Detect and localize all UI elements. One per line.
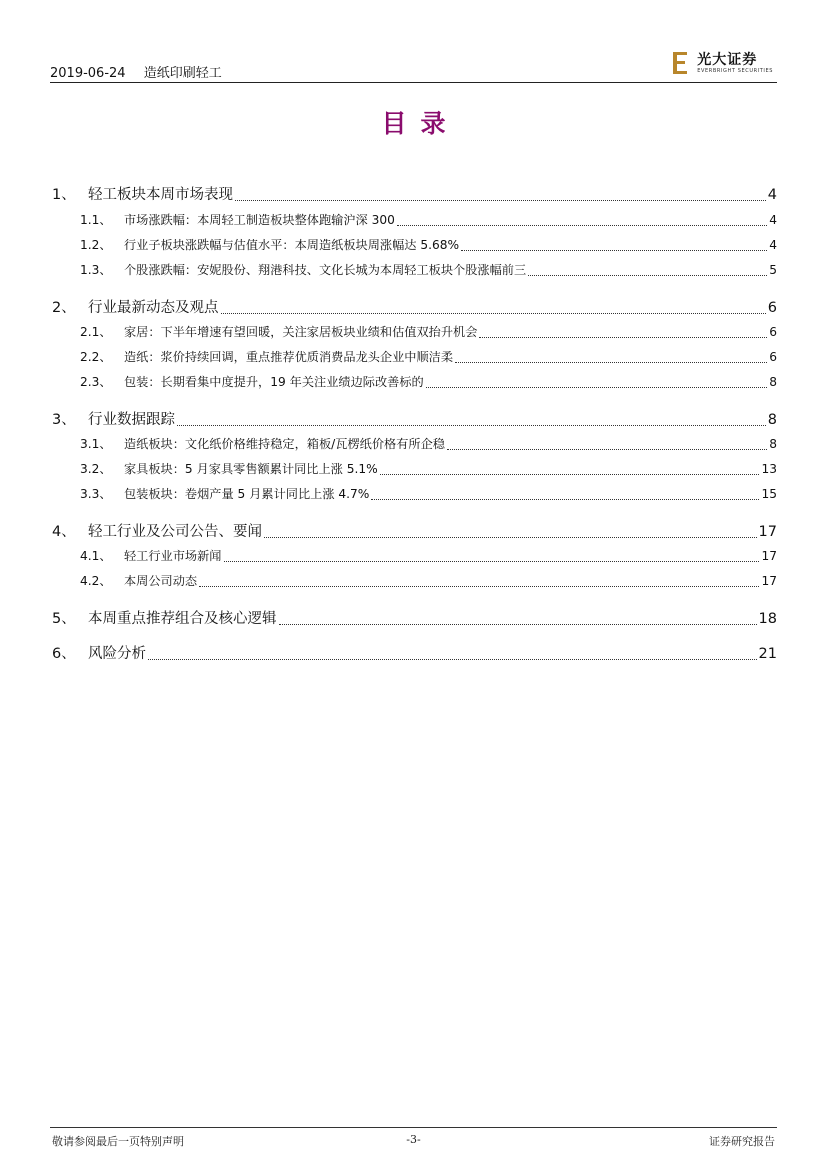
toc-title: 目录: [381, 109, 460, 138]
footer-disclaimer: 敬请参阅最后一页特别声明: [52, 1135, 184, 1148]
toc-entry-title[interactable]: 造纸板块：文化纸价格维持稳定，箱板/瓦楞纸价格有所企稳: [124, 437, 445, 452]
toc-entry-number: 3、: [52, 412, 76, 428]
toc-entry-title[interactable]: 风险分析: [88, 646, 146, 662]
toc-entry-number: 1、: [52, 187, 76, 203]
toc-dot-leader: [479, 325, 767, 338]
toc-dot-leader: [461, 238, 767, 251]
report-date: 2019-06-24: [50, 66, 126, 81]
toc-entry-title[interactable]: 家居：下半年增速有望回暖，关注家居板块业绩和估值双抬升机会: [124, 325, 478, 340]
toc-dot-leader: [528, 263, 767, 276]
toc-section-entry[interactable]: [50, 642, 777, 663]
toc-entry-number: 1.3、: [80, 263, 112, 278]
toc-entry-title[interactable]: 本周公司动态: [124, 574, 198, 589]
header-info: [50, 62, 222, 81]
toc-entry-page[interactable]: 6: [767, 300, 777, 316]
toc-entry-page[interactable]: 13: [761, 462, 777, 477]
toc-entry-title[interactable]: 个股涨跌幅：安妮股份、翔港科技、文化长城为本周轻工板块个股涨幅前三: [124, 263, 527, 278]
toc-section-entry[interactable]: [50, 183, 777, 204]
toc-entry-title[interactable]: 行业子板块涨跌幅与估值水平：本周造纸板块周涨幅达 5.68%: [124, 238, 460, 253]
toc-entry-page[interactable]: 21: [758, 646, 777, 662]
toc-section-entry[interactable]: [50, 296, 777, 317]
toc-entry-page[interactable]: 6: [769, 325, 777, 340]
toc-dot-leader: [199, 574, 759, 587]
toc-entry-number: 2.3、: [80, 375, 112, 390]
toc-entry-page[interactable]: 17: [761, 549, 777, 564]
toc-dot-leader: [371, 487, 759, 500]
toc-section-entry[interactable]: [50, 408, 777, 429]
report-category: 造纸印刷轻工: [143, 66, 222, 81]
toc-dot-leader: [426, 375, 768, 388]
toc-entry-title[interactable]: 行业数据跟踪: [88, 412, 175, 428]
toc-entry-number: 3.1、: [80, 437, 112, 452]
toc-entry-page[interactable]: 4: [767, 187, 777, 203]
toc-entry-page[interactable]: 18: [758, 611, 777, 627]
header-divider: [50, 82, 777, 83]
toc-dot-leader: [235, 186, 766, 202]
footer-page-number: -3-: [406, 1133, 421, 1146]
logo-mark-icon: [673, 52, 691, 74]
logo-cn-text: 光大证券: [697, 51, 758, 68]
toc-subsection-entry[interactable]: [50, 211, 777, 228]
toc-dot-leader: [455, 350, 767, 363]
toc-subsection-entry[interactable]: [50, 547, 777, 564]
toc-entry-number: 4、: [52, 524, 76, 540]
toc-dot-leader: [264, 523, 757, 539]
toc-entry-number: 3.2、: [80, 462, 112, 477]
toc-entry-page[interactable]: 4: [769, 238, 777, 253]
toc-entry-number: 4.2、: [80, 574, 112, 589]
toc-subsection-entry[interactable]: [50, 348, 777, 365]
toc-entry-page[interactable]: 6: [769, 350, 777, 365]
toc-section-entry[interactable]: [50, 520, 777, 541]
toc-subsection-entry[interactable]: [50, 435, 777, 452]
toc-entry-page[interactable]: 17: [761, 574, 777, 589]
toc-entry-number: 2.2、: [80, 350, 112, 365]
page-header: [50, 52, 777, 82]
toc-dot-leader: [380, 462, 760, 475]
toc-entry-page[interactable]: 4: [769, 213, 777, 228]
toc-entry-number: 5、: [52, 611, 76, 627]
toc-entry-title[interactable]: 轻工行业及公司公告、要闻: [88, 524, 262, 540]
toc-subsection-entry[interactable]: [50, 485, 777, 502]
toc-subsection-entry[interactable]: [50, 572, 777, 589]
toc-dot-leader: [177, 411, 766, 427]
toc-dot-leader: [397, 213, 767, 226]
toc-entry-page[interactable]: 5: [769, 263, 777, 278]
toc-entry-title[interactable]: 轻工板块本周市场表现: [88, 187, 233, 203]
toc-dot-leader: [221, 299, 766, 315]
toc-dot-leader: [279, 610, 757, 626]
toc-entry-page[interactable]: 17: [758, 524, 777, 540]
toc-subsection-entry[interactable]: [50, 323, 777, 340]
toc-entry-number: 6、: [52, 646, 76, 662]
toc-entry-title[interactable]: 轻工行业市场新闻: [124, 549, 222, 564]
toc-entry-title[interactable]: 家具板块：5 月家具零售额累计同比上涨 5.1%: [124, 462, 378, 477]
toc-section-entry[interactable]: [50, 607, 777, 628]
footer-divider: [50, 1127, 777, 1128]
toc-dot-leader: [224, 549, 760, 562]
footer-report-type: 证券研究报告: [709, 1135, 775, 1148]
toc-dot-leader: [447, 437, 767, 450]
toc-entry-title[interactable]: 行业最新动态及观点: [88, 300, 219, 316]
toc-entry-page[interactable]: 8: [769, 375, 777, 390]
toc-entry-title[interactable]: 包装：长期看集中度提升，19 年关注业绩边际改善标的: [124, 375, 424, 390]
toc-entry-title[interactable]: 包装板块：卷烟产量 5 月累计同比上涨 4.7%: [124, 487, 370, 502]
toc-entry-number: 1.2、: [80, 238, 112, 253]
toc-entry-page[interactable]: 15: [761, 487, 777, 502]
toc-entry-number: 1.1、: [80, 213, 112, 228]
company-logo: [673, 52, 773, 74]
toc-entry-number: 4.1、: [80, 549, 112, 564]
toc-dot-leader: [148, 645, 757, 661]
toc-entry-number: 3.3、: [80, 487, 112, 502]
toc-entry-page[interactable]: 8: [769, 437, 777, 452]
toc-entry-page[interactable]: 8: [767, 412, 777, 428]
toc-subsection-entry[interactable]: [50, 373, 777, 390]
toc-subsection-entry[interactable]: [50, 460, 777, 477]
toc-subsection-entry[interactable]: [50, 261, 777, 278]
toc-subsection-entry[interactable]: [50, 236, 777, 253]
toc-entry-title[interactable]: 市场涨跌幅：本周轻工制造板块整体跑输沪深 300: [124, 213, 395, 228]
toc-entry-title[interactable]: 本周重点推荐组合及核心逻辑: [88, 611, 277, 627]
logo-en-text: EVERBRIGHT SECURITIES: [697, 67, 773, 74]
toc-entry-number: 2、: [52, 300, 76, 316]
toc-entry-title[interactable]: 造纸：浆价持续回调，重点推荐优质消费品龙头企业中顺洁柔: [124, 350, 454, 365]
toc-entry-number: 2.1、: [80, 325, 112, 340]
